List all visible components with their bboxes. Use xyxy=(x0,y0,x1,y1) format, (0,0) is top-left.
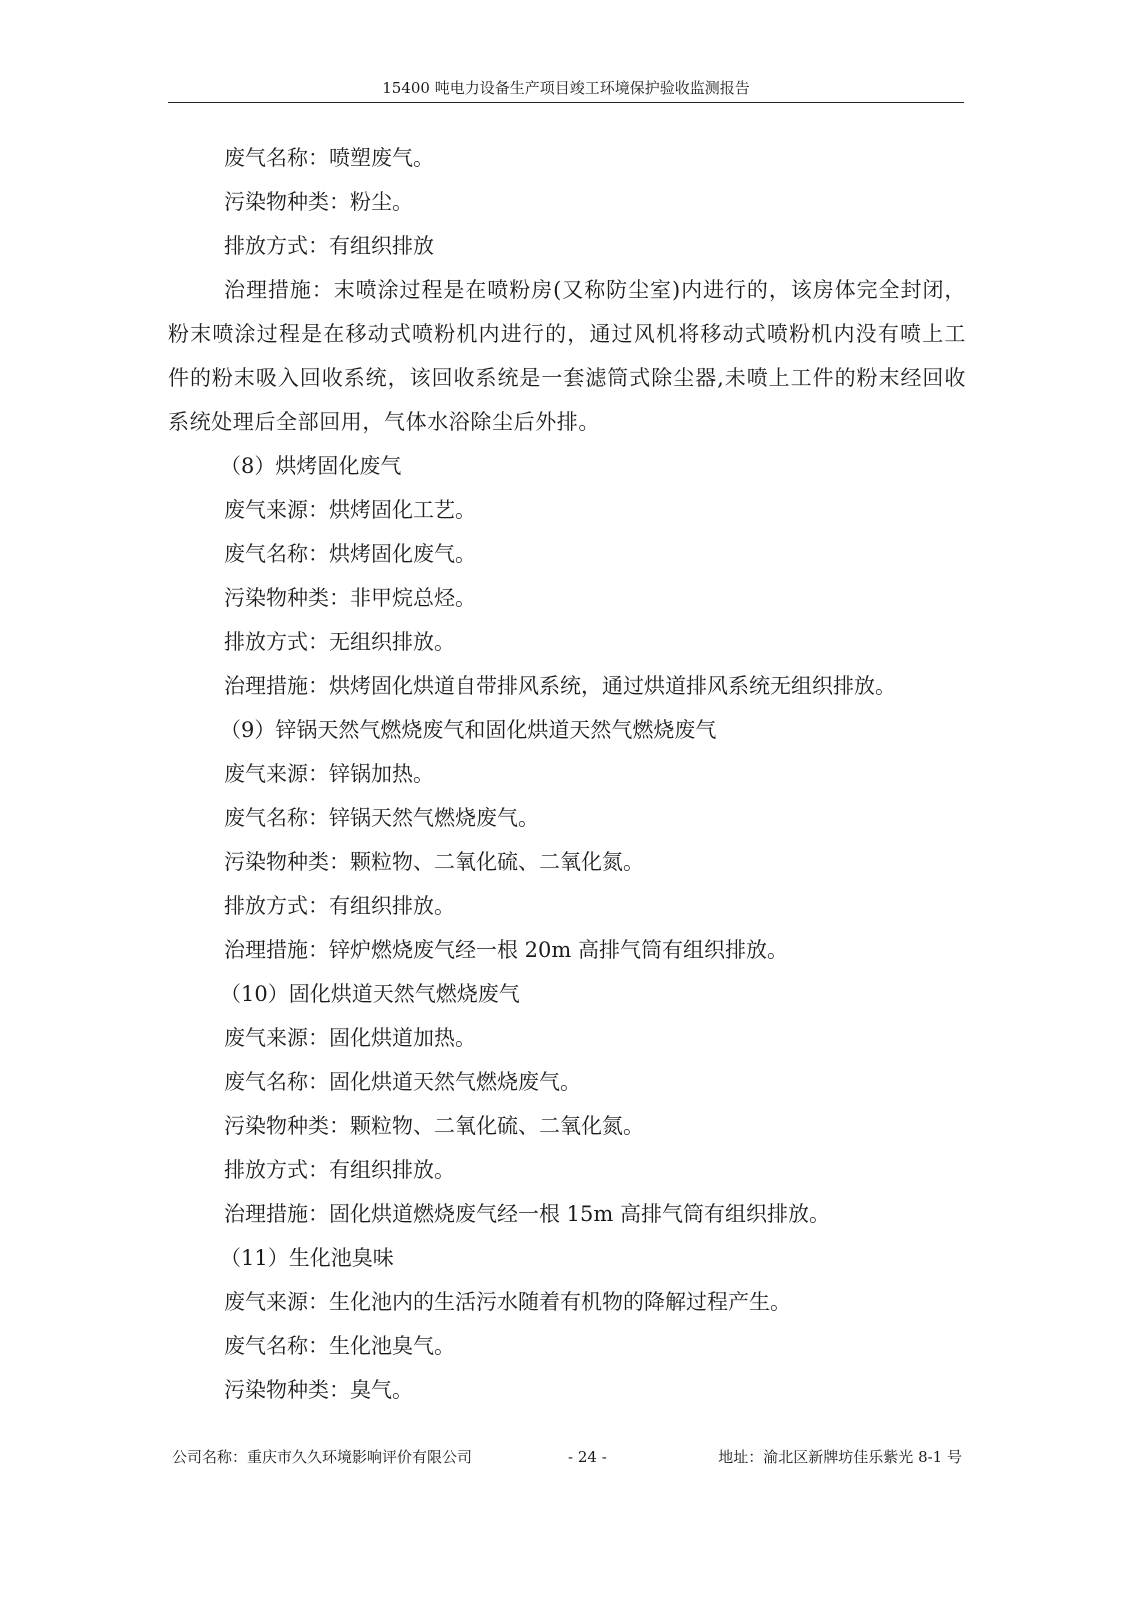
text-line: 排放方式：有组织排放。 xyxy=(224,1158,455,1182)
footer-address: 地址：渝北区新牌坊佳乐紫光 8-1 号 xyxy=(718,1448,962,1466)
text-line: 治理措施：固化烘道燃烧废气经一根 15m 高排气筒有组织排放。 xyxy=(224,1202,830,1226)
text-line: 废气名称：生化池臭气。 xyxy=(224,1334,455,1358)
section-heading: （8）烘烤固化废气 xyxy=(220,454,402,478)
text-line: 污染物种类：颗粒物、二氧化硫、二氧化氮。 xyxy=(224,850,644,874)
text-line: 废气名称：喷塑废气。 xyxy=(224,146,434,170)
text-line: 废气名称：固化烘道天然气燃烧废气。 xyxy=(224,1070,581,1094)
text-line: 废气名称：锌锅天然气燃烧废气。 xyxy=(224,806,539,830)
text-line: 污染物种类：臭气。 xyxy=(224,1378,413,1402)
text-line: 废气来源：生化池内的生活污水随着有机物的降解过程产生。 xyxy=(224,1290,791,1314)
header-divider xyxy=(168,102,964,103)
paragraph-treatment-measures: 治理措施：末喷涂过程是在喷粉房(又称防尘室)内进行的，该房体完全封闭，粉末喷涂过程是在移动式喷粉机内进行的，通过风机将移动式喷粉机内没有喷上工件的粉末吸入回收系统，该回收系统是一套滤筒式除尘器,未喷上工件的粉末经回收系统处理后全部回用，气体水浴除尘后外排。 xyxy=(168,278,966,434)
page-number: - 24 - xyxy=(568,1448,607,1466)
section-heading: （11）生化池臭味 xyxy=(220,1246,394,1270)
text-line: 治理措施：烘烤固化烘道自带排风系统，通过烘道排风系统无组织排放。 xyxy=(224,674,896,698)
text-line: 污染物种类：颗粒物、二氧化硫、二氧化氮。 xyxy=(224,1114,644,1138)
section-heading: （10）固化烘道天然气燃烧废气 xyxy=(220,982,520,1006)
text-line: 废气来源：固化烘道加热。 xyxy=(224,1026,476,1050)
text-line: 治理措施：锌炉燃烧废气经一根 20m 高排气筒有组织排放。 xyxy=(224,938,788,962)
footer-company: 公司名称：重庆市久久环境影响评价有限公司 xyxy=(172,1448,473,1466)
section-heading: （9）锌锅天然气燃烧废气和固化烘道天然气燃烧废气 xyxy=(220,718,717,742)
page-footer xyxy=(172,1446,962,1468)
document-body xyxy=(168,136,966,1412)
text-line: 废气名称：烘烤固化废气。 xyxy=(224,542,476,566)
text-line: 废气来源：烘烤固化工艺。 xyxy=(224,498,476,522)
text-line: 排放方式：有组织排放。 xyxy=(224,894,455,918)
text-line: 污染物种类：非甲烷总烃。 xyxy=(224,586,476,610)
text-line: 排放方式：无组织排放。 xyxy=(224,630,455,654)
text-line: 污染物种类：粉尘。 xyxy=(224,190,413,214)
page-header-title: 15400 吨电力设备生产项目竣工环境保护验收监测报告 xyxy=(382,79,750,97)
text-line: 废气来源：锌锅加热。 xyxy=(224,762,434,786)
text-line: 排放方式：有组织排放 xyxy=(224,234,434,258)
